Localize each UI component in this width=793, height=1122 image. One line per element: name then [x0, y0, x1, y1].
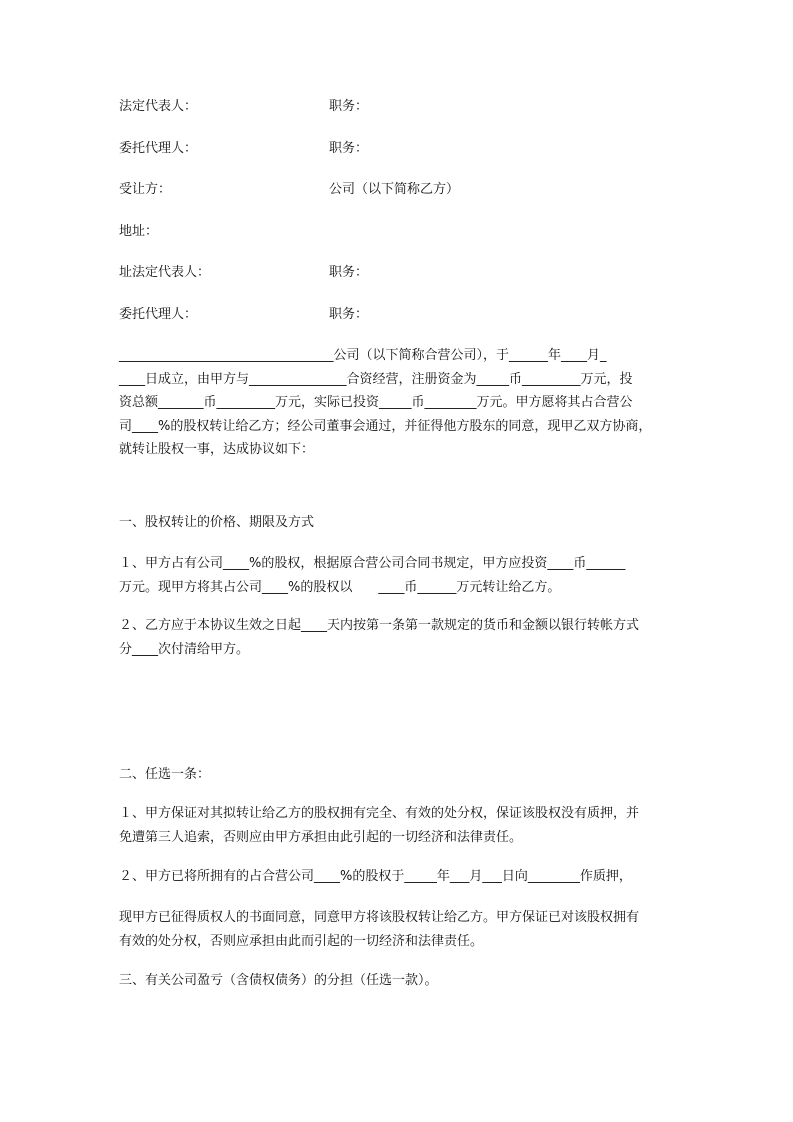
party-line-legal-rep: [119, 95, 369, 118]
party-label: 法定代表人：: [119, 99, 198, 114]
section2-clause-1: [119, 802, 684, 849]
party-label: 委托代理人：: [119, 141, 198, 156]
party-position-label: 职务：: [329, 141, 369, 156]
party-line-agent-2: [119, 303, 369, 326]
section1-clause-2: [119, 614, 684, 661]
section-heading-2: 二、任选一条：: [119, 767, 211, 782]
party-company-label: 公司（以下简称乙方）: [329, 182, 460, 197]
intro-line: ____日成立，由甲方与_______________合资经营，注册资金为_____币_________万元，投: [119, 371, 633, 387]
clause-line: 免遭第三人追索，否则应由甲方承担由此引起的一切经济和法律责任。: [119, 829, 523, 845]
intro-paragraph: [119, 344, 684, 462]
intro-line: _________________________________公司（以下简称合营公司），于______年____月_: [119, 348, 607, 363]
party-label: 址法定代表人：: [119, 265, 211, 280]
clause-line: １、甲方保证对其拟转让给乙方的股权拥有完全、有效的处分权，保证该股权没有质押，并: [119, 806, 640, 821]
party-position-label: 职务：: [329, 99, 369, 114]
clause-line: ２、乙方应于本协议生效之日起____天内按第一条第一款规定的货币和金额以银行转帐方式: [119, 618, 640, 633]
clause-line: 现甲方已征得质权人的书面同意，同意甲方将该股权转让给乙方。甲方保证已对该股权拥有: [119, 910, 640, 925]
clause-line: 万元。现甲方将其占公司____%的股权以 ____币______万元转让给乙方。: [119, 579, 561, 595]
party-label: 委托代理人：: [119, 307, 198, 322]
clause-line: 分____次付清给甲方。: [119, 641, 250, 657]
intro-line: 就转让股权一事，达成协议如下：: [119, 442, 315, 457]
party-label: 受让方：: [119, 182, 172, 197]
party-line-transferee: [119, 178, 460, 201]
party-position-label: 职务：: [329, 265, 369, 280]
party-line-agent: [119, 137, 369, 160]
party-position-label: 职务：: [329, 307, 369, 322]
party-label: 地址：: [119, 224, 159, 239]
section1-clause-1: [119, 552, 684, 599]
section-heading-3: 三、有关公司盈亏（含债权债务）的分担（任选一款）。: [119, 973, 438, 988]
section2-clause-2: ２、甲方已将所拥有的占合营公司____%的股权于_____年___月___日向________作质押，: [119, 869, 632, 884]
party-line-legal-rep-2: [119, 261, 369, 284]
clause-line: １、甲方占有公司____%的股权，根据原合营公司合同书规定，甲方应投资____币______: [119, 556, 626, 571]
section-heading-1: 一、股权转让的价格、期限及方式: [119, 515, 315, 530]
clause-line: 有效的处分权，否则应承担由此而引起的一切经济和法律责任。: [119, 933, 484, 949]
party-line-address: [119, 220, 158, 243]
intro-line: 资总额_______币_________万元，实际已投资_____币________万元。甲方愿将其占合营公: [119, 395, 633, 410]
intro-line: 司____%的股权转让给乙方；经公司董事会通过，并征得他方股东的同意，现甲乙双方协商，: [119, 418, 652, 434]
section2-clause-2-continued: [119, 906, 684, 953]
